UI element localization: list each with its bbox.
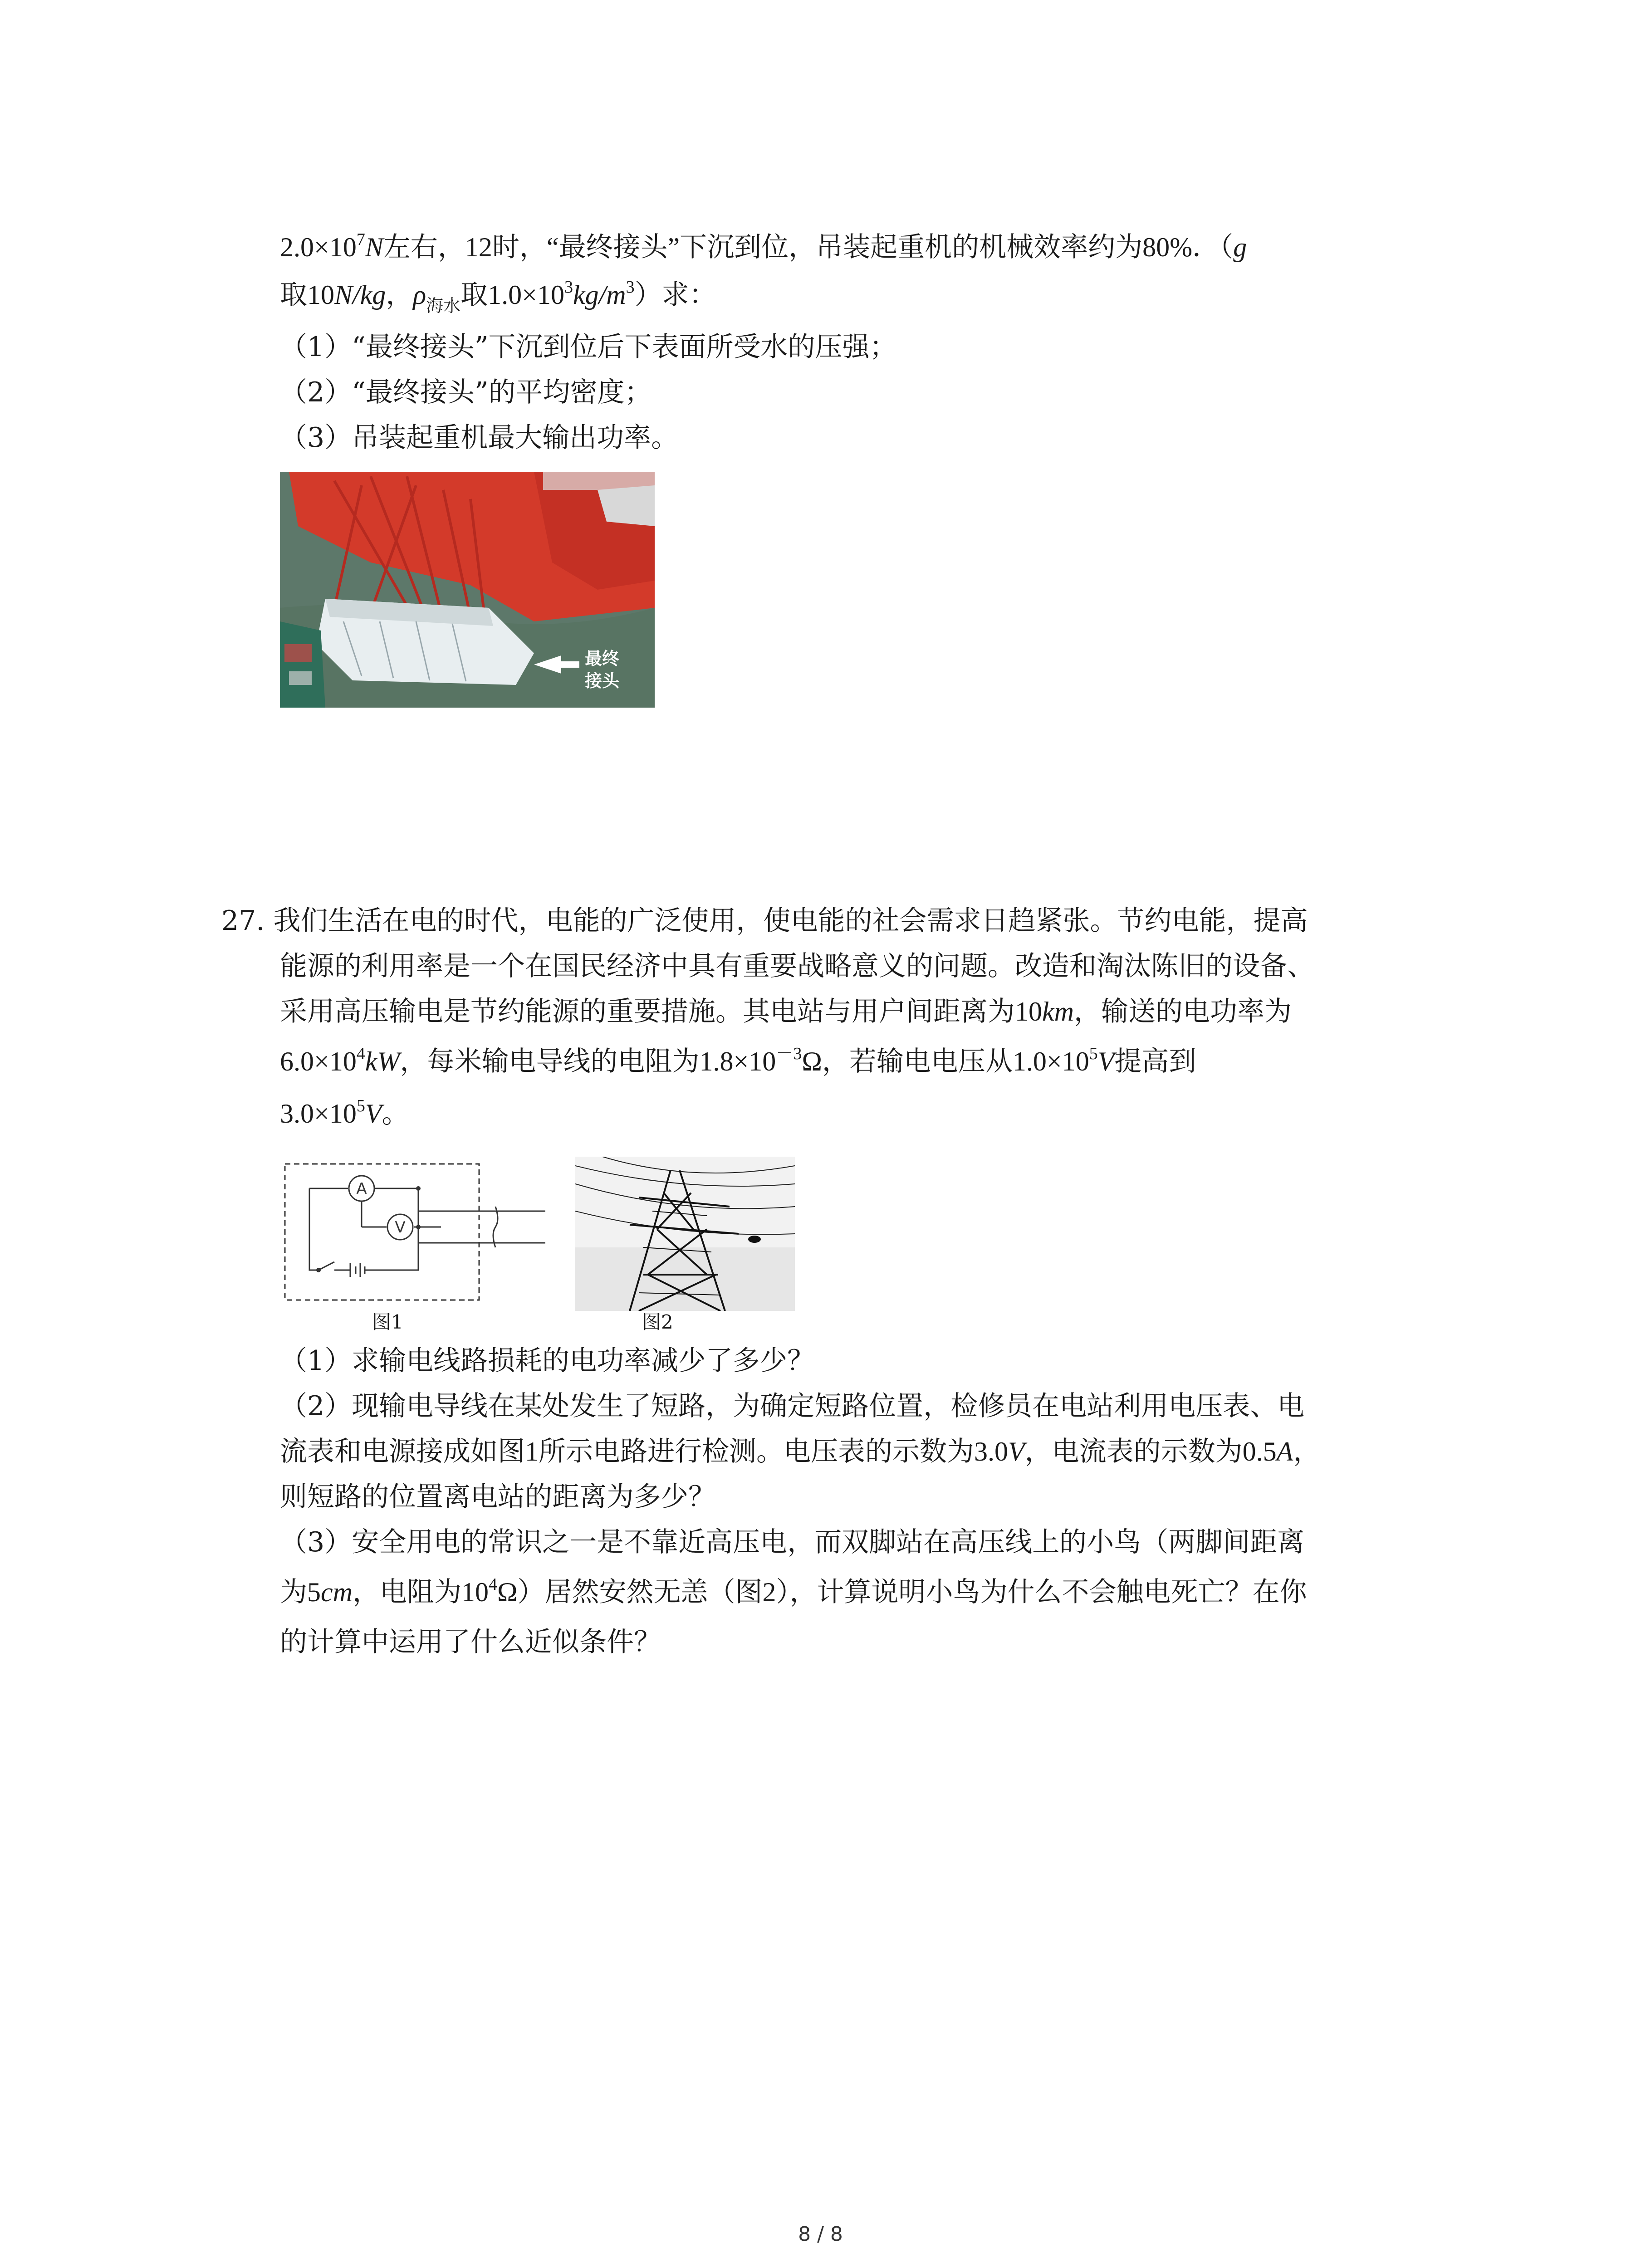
q27-sub-1: （1）求输电线路损耗的电功率减少了多少？ bbox=[280, 1345, 815, 1377]
text-span: 取1.0×10 bbox=[460, 280, 564, 310]
q26-text-line-1 bbox=[280, 229, 1247, 265]
photo-label-2: 接头 bbox=[585, 671, 620, 691]
q27-sub-2-line-1: （2）现输电导线在某处发生了短路，为确定短路位置，检修员在电站利用电压表、电 bbox=[280, 1390, 1305, 1422]
unit-span: km bbox=[1042, 997, 1074, 1026]
symbol-span: g bbox=[1233, 232, 1247, 262]
fig1-caption: 图1 bbox=[372, 1311, 403, 1333]
subscript: 海水 bbox=[426, 297, 461, 316]
q27-line-3 bbox=[280, 993, 1292, 1030]
q26-sub-3: （3）吊装起重机最大输出功率。 bbox=[280, 422, 679, 454]
q27-line-4 bbox=[280, 1043, 1196, 1080]
power-tower-photo bbox=[575, 1157, 795, 1311]
q27-sub-3-line-3: 的计算中运用了什么近似条件？ bbox=[280, 1626, 661, 1658]
superscript: －3 bbox=[776, 1044, 802, 1063]
superscript: 3 bbox=[626, 278, 635, 297]
text-span: ，电流表的示数为0.5 bbox=[1024, 1437, 1277, 1466]
q27-sub-2-line-2 bbox=[280, 1433, 1320, 1470]
text-span: 。 bbox=[382, 1099, 409, 1129]
text-span: 采用高压输电是节约能源的重要措施。其电站与用户间距离为10 bbox=[280, 997, 1042, 1026]
unit-span: N bbox=[365, 232, 383, 262]
q27-sub-2-line-3: 则短路的位置离电站的距离为多少？ bbox=[280, 1481, 715, 1513]
unit-span: kW bbox=[365, 1046, 400, 1076]
fig2-caption: 图2 bbox=[642, 1311, 673, 1333]
text-span: 左右，12时，“最终接头”下沉到位，吊装起重机的机械效率约为80%．（ bbox=[383, 232, 1234, 262]
symbol-span: ρ bbox=[413, 280, 426, 310]
unit-span: N/kg bbox=[334, 280, 386, 310]
superscript: 3 bbox=[564, 278, 573, 297]
page-number: 8 / 8 bbox=[798, 2223, 843, 2246]
text-span: ，每米输电导线的电阻为1.8×10 bbox=[400, 1046, 776, 1076]
photo-label-1: 最终 bbox=[585, 649, 620, 669]
q26-text-line-2 bbox=[280, 277, 716, 316]
q27-line-2: 能源的利用率是一个在国民经济中具有重要战略意义的问题。改造和淘汰陈旧的设备、 bbox=[280, 950, 1314, 982]
circuit-diagram bbox=[282, 1161, 485, 1315]
voltmeter-label: V bbox=[395, 1218, 406, 1237]
q27-line-1: 27. 我们生活在电的时代，电能的广泛使用，使电能的社会需求日趋紧张。节约电能，提高 bbox=[221, 905, 1308, 937]
text-span: 取10 bbox=[280, 280, 334, 310]
q27-line-5 bbox=[280, 1095, 409, 1132]
crane-ship-photo bbox=[280, 472, 655, 708]
superscript: 4 bbox=[488, 1575, 497, 1594]
unit-span: V bbox=[1008, 1437, 1025, 1466]
text-span: ， bbox=[1293, 1437, 1321, 1466]
superscript: 7 bbox=[356, 230, 365, 249]
unit-span: V bbox=[365, 1099, 382, 1129]
text-span: 提高到 bbox=[1114, 1046, 1196, 1076]
text-span: Ω）居然安然无恙（图2），计算说明小鸟为什么不会触电死亡？在你 bbox=[497, 1577, 1307, 1607]
text-span: ）求： bbox=[634, 280, 716, 310]
q27-sub-3-line-1: （3）安全用电的常识之一是不靠近高压电，而双脚站在高压线上的小鸟（两脚间距离 bbox=[280, 1526, 1305, 1558]
unit-span: V bbox=[1097, 1046, 1115, 1076]
text-span: 流表和电源接成如图1所示电路进行检测。电压表的示数为3.0 bbox=[280, 1437, 1008, 1466]
text-span: 3.0×10 bbox=[280, 1099, 357, 1129]
superscript: 5 bbox=[1089, 1044, 1098, 1063]
q27-sub-3-line-2 bbox=[280, 1574, 1307, 1610]
text-span: 6.0×10 bbox=[280, 1046, 357, 1076]
superscript: 5 bbox=[356, 1096, 365, 1115]
unit-span: cm bbox=[321, 1577, 353, 1607]
text-span: 2.0×10 bbox=[280, 232, 357, 262]
unit-span: kg/m bbox=[573, 280, 626, 310]
ammeter-label: A bbox=[356, 1180, 367, 1198]
text-span: ， bbox=[386, 280, 413, 310]
text-span: ，电阻为10 bbox=[352, 1577, 489, 1607]
q26-sub-2: （2）“最终接头”的平均密度； bbox=[280, 376, 652, 408]
superscript: 4 bbox=[356, 1044, 365, 1063]
text-span: Ω，若输电电压从1.0×10 bbox=[802, 1046, 1089, 1076]
text-span: 为5 bbox=[280, 1577, 321, 1607]
unit-span: A bbox=[1276, 1437, 1293, 1466]
q26-sub-1: （1）“最终接头”下沉到位后下表面所受水的压强； bbox=[280, 331, 897, 363]
text-span: ，输送的电功率为 bbox=[1073, 997, 1292, 1026]
